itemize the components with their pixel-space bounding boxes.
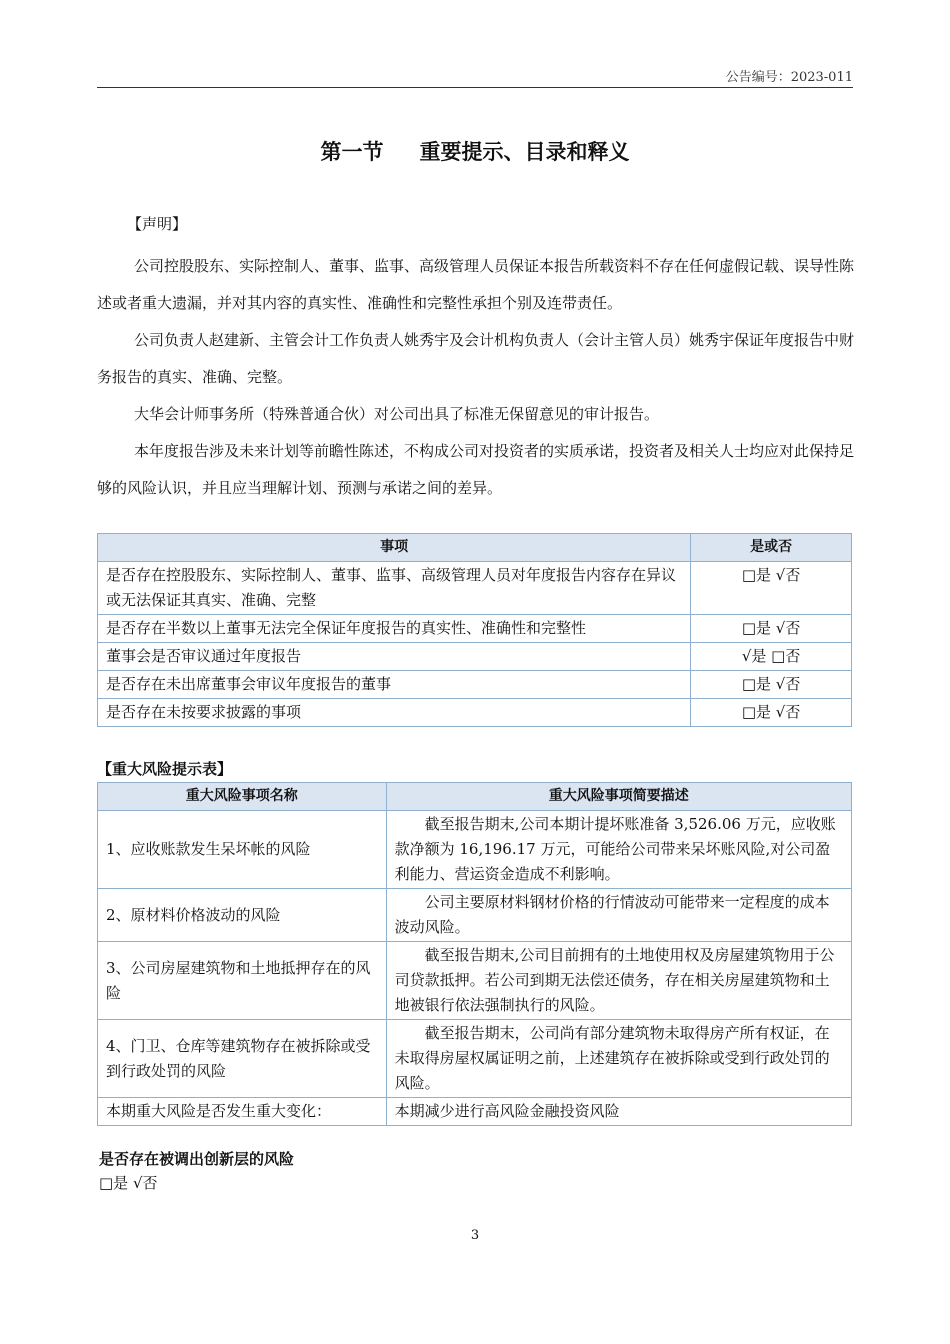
risk-description: 公司主要原材料钢材价格的行情波动可能带来一定程度的成本波动风险。 [386,889,851,942]
matter-answer: □是 √否 [691,615,852,643]
page-number: 3 [470,1228,480,1243]
table-row [98,643,852,671]
matter-item: 是否存在半数以上董事无法完全保证年度报告的真实性、准确性和完整性 [98,615,691,643]
risk-table-heading: 【重大风险提示表】 [97,760,233,778]
risk-name: 3、公司房屋建筑物和土地抵押存在的风险 [98,942,387,1020]
header-divider [97,87,853,88]
risk-table [97,782,852,1126]
risk-table-header [98,783,852,811]
table-row [98,671,852,699]
section-number: 第一节 [320,140,384,164]
matter-answer: □是 √否 [691,671,852,699]
table-row [98,699,852,727]
declaration-paragraph: 大华会计师事务所（特殊普通合伙）对公司出具了标准无保留意见的审计报告。 [134,405,660,423]
table-row [98,615,852,643]
declaration-heading: 【声明】 [127,215,188,233]
table-row [98,562,852,615]
risk-header-name: 重大风险事项名称 [98,783,387,811]
risk-name: 4、门卫、仓库等建筑物存在被拆除或受到行政处罚的风险 [98,1020,387,1098]
matter-item: 董事会是否审议通过年度报告 [98,643,691,671]
table-row [98,942,852,1020]
table-row [98,889,852,942]
matters-table [97,533,852,727]
matter-item: 是否存在控股股东、实际控制人、董事、监事、高级管理人员对年度报告内容存在异议或无法保证其真实、准确、完整 [98,562,691,615]
risk-change-label: 本期重大风险是否发生重大变化： [98,1098,387,1126]
matter-item: 是否存在未出席董事会审议年度报告的董事 [98,671,691,699]
innovation-layer-question: 是否存在被调出创新层的风险 [99,1150,295,1168]
matter-answer: □是 √否 [691,562,852,615]
table-row [98,1020,852,1098]
risk-change-value: 本期减少进行高风险金融投资风险 [386,1098,851,1126]
risk-description: 截至报告期末，公司尚有部分建筑物未取得房产所有权证，在未取得房屋权属证明之前，上述建筑存在被拆除或受到行政处罚的风险。 [386,1020,851,1098]
matter-answer: √是 □否 [691,643,852,671]
risk-description: 截至报告期末,公司本期计提坏账准备 3,526.06 万元，应收账款净额为 16,196.17 万元，可能给公司带来呆坏账风险,对公司盈利能力、营运资金造成不利影响。 [386,811,851,889]
risk-header-description: 重大风险事项简要描述 [386,783,851,811]
announcement-code: 公告编号：2023-011 [725,70,853,85]
section-title [0,136,950,166]
risk-name: 1、应收账款发生呆坏帐的风险 [98,811,387,889]
matters-header-item: 事项 [98,534,691,562]
section-heading: 重要提示、目录和释义 [419,140,630,164]
table-row [98,811,852,889]
matters-table-header [98,534,852,562]
matters-header-answer: 是或否 [691,534,852,562]
risk-description: 截至报告期末,公司目前拥有的土地使用权及房屋建筑物用于公司贷款抵押。若公司到期无法偿还债务，存在相关房屋建筑物和土地被银行依法强制执行的风险。 [386,942,851,1020]
matter-answer: □是 √否 [691,699,852,727]
innovation-layer-answer: □是 √否 [99,1174,158,1192]
matter-item: 是否存在未按要求披露的事项 [98,699,691,727]
risk-name: 2、原材料价格波动的风险 [98,889,387,942]
table-row [98,1098,852,1126]
declaration-paragraph: 公司控股股东、实际控制人、董事、监事、高级管理人员保证本报告所载资料不存在任何虚假记载、误导性陈述或者重大遗漏，并对其内容的真实性、准确性和完整性承担个别及连带责任。 [97,257,855,312]
declaration-paragraph: 本年度报告涉及未来计划等前瞻性陈述，不构成公司对投资者的实质承诺，投资者及相关人士均应对此保持足够的风险认识，并且应当理解计划、预测与承诺之间的差异。 [97,442,855,497]
declaration-paragraph: 公司负责人赵建新、主管会计工作负责人姚秀宇及会计机构负责人（会计主管人员）姚秀宇保证年度报告中财务报告的真实、准确、完整。 [97,331,855,386]
